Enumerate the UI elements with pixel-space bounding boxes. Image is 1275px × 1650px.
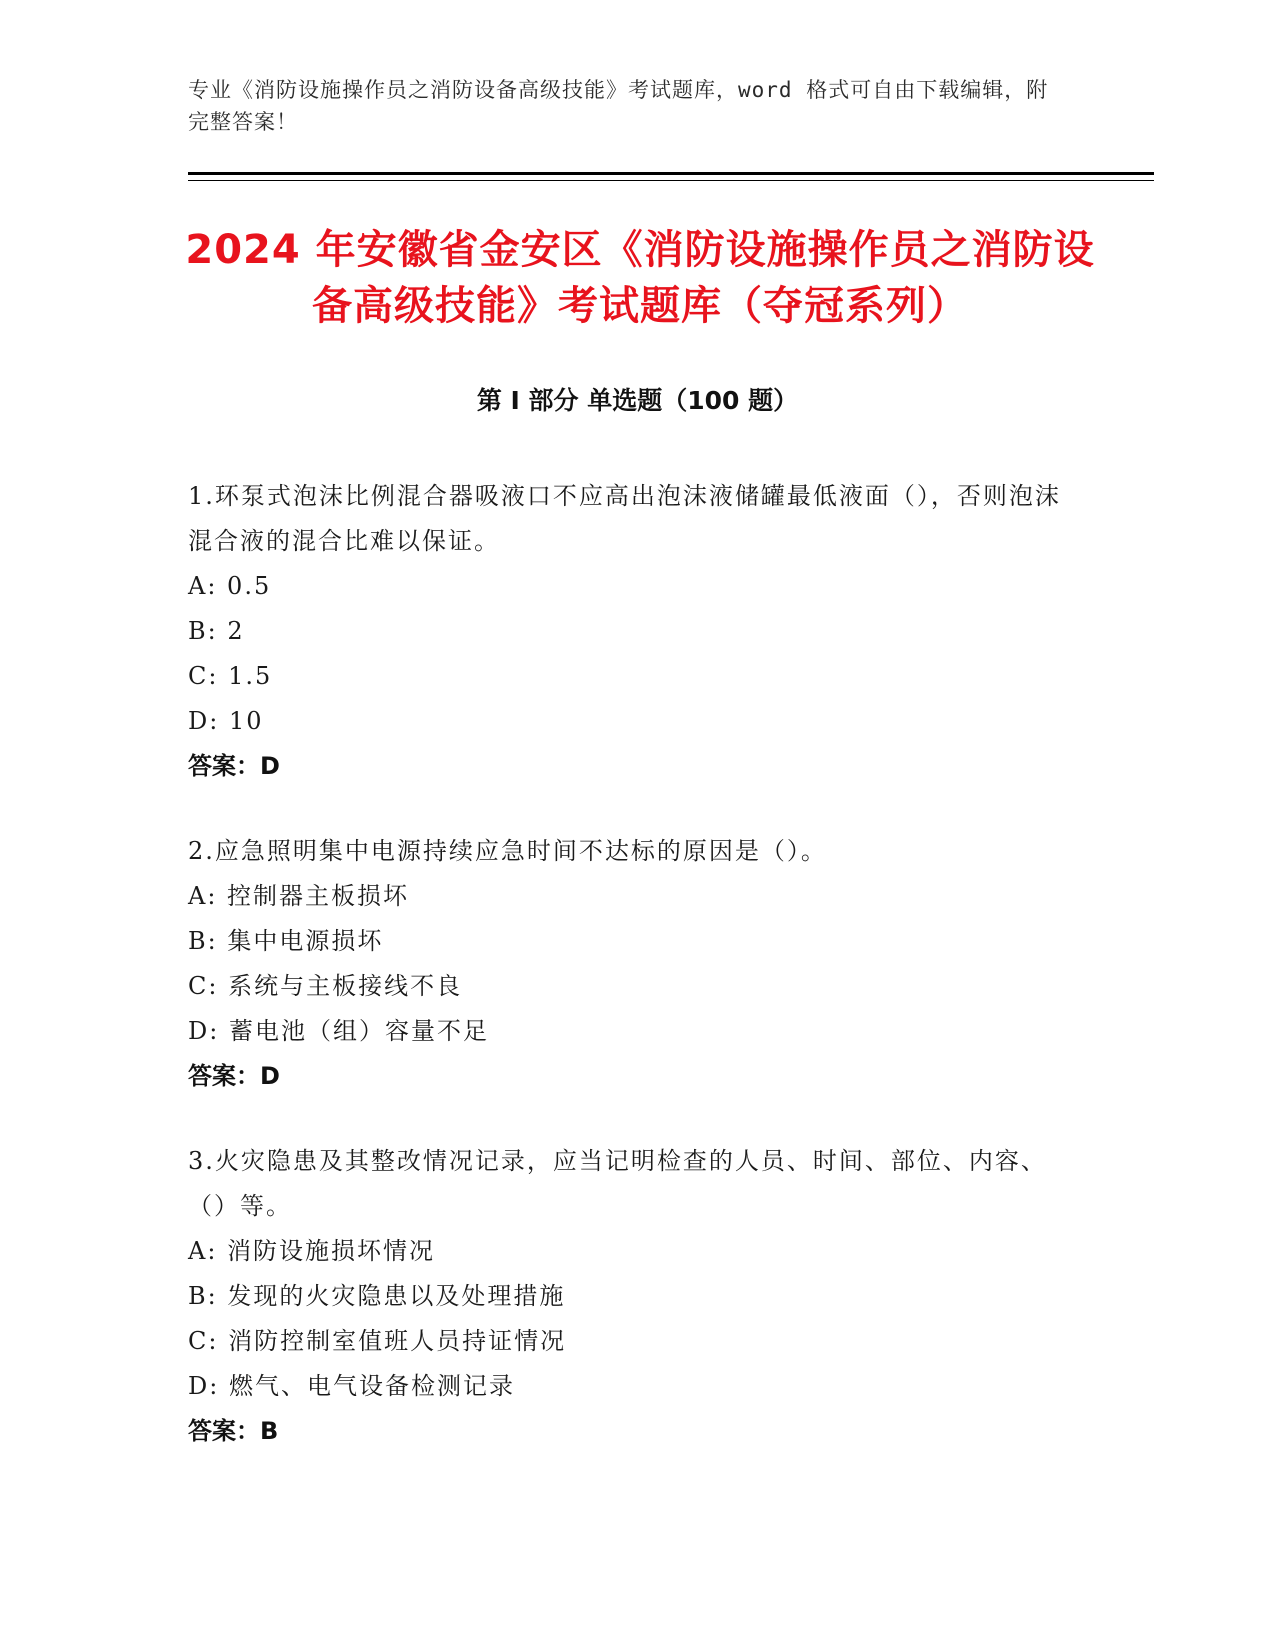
option-d: D: 燃气、电气设备检测记录 bbox=[188, 1372, 515, 1400]
option-b: B: 2 bbox=[188, 617, 245, 645]
option-a: A: 消防设施损坏情况 bbox=[188, 1237, 436, 1265]
header-note: 专业《消防设施操作员之消防设备高级技能》考试题库，word 格式可自由下载编辑，附完整答案！ bbox=[188, 78, 1049, 134]
option-a: A: 控制器主板损坏 bbox=[188, 882, 410, 910]
document-title: 2024 年安徽省金安区《消防设施操作员之消防设备高级技能》考试题库（夺冠系列） bbox=[185, 227, 1095, 329]
header-rule-thick bbox=[188, 172, 1154, 175]
header-rule-thin bbox=[188, 180, 1154, 181]
answer: 答案：B bbox=[188, 1417, 279, 1445]
question-stem: 2.应急照明集中电源持续应急时间不达标的原因是（）。 bbox=[188, 837, 827, 865]
question-stem: 1.环泵式泡沫比例混合器吸液口不应高出泡沫液储罐最低液面（），否则泡沫混合液的混合比难以保证。 bbox=[188, 482, 1061, 555]
question-2 bbox=[188, 829, 1068, 1099]
option-d: D: 10 bbox=[188, 707, 264, 735]
answer: 答案：D bbox=[188, 752, 280, 780]
question-3 bbox=[188, 1139, 1068, 1454]
question-list bbox=[188, 474, 1068, 1494]
section-heading: 第 I 部分 单选题（100 题） bbox=[476, 386, 799, 415]
option-c: C: 消防控制室值班人员持证情况 bbox=[188, 1327, 567, 1355]
option-c: C: 系统与主板接线不良 bbox=[188, 972, 463, 1000]
question-stem: 3.火灾隐患及其整改情况记录，应当记明检查的人员、时间、部位、内容、（）等。 bbox=[188, 1147, 1047, 1220]
question-1 bbox=[188, 474, 1068, 789]
option-c: C: 1.5 bbox=[188, 662, 273, 690]
option-b: B: 集中电源损坏 bbox=[188, 927, 384, 955]
option-a: A: 0.5 bbox=[188, 572, 272, 600]
option-d: D: 蓄电池（组）容量不足 bbox=[188, 1017, 489, 1045]
option-b: B: 发现的火灾隐患以及处理措施 bbox=[188, 1282, 566, 1310]
answer: 答案：D bbox=[188, 1062, 280, 1090]
